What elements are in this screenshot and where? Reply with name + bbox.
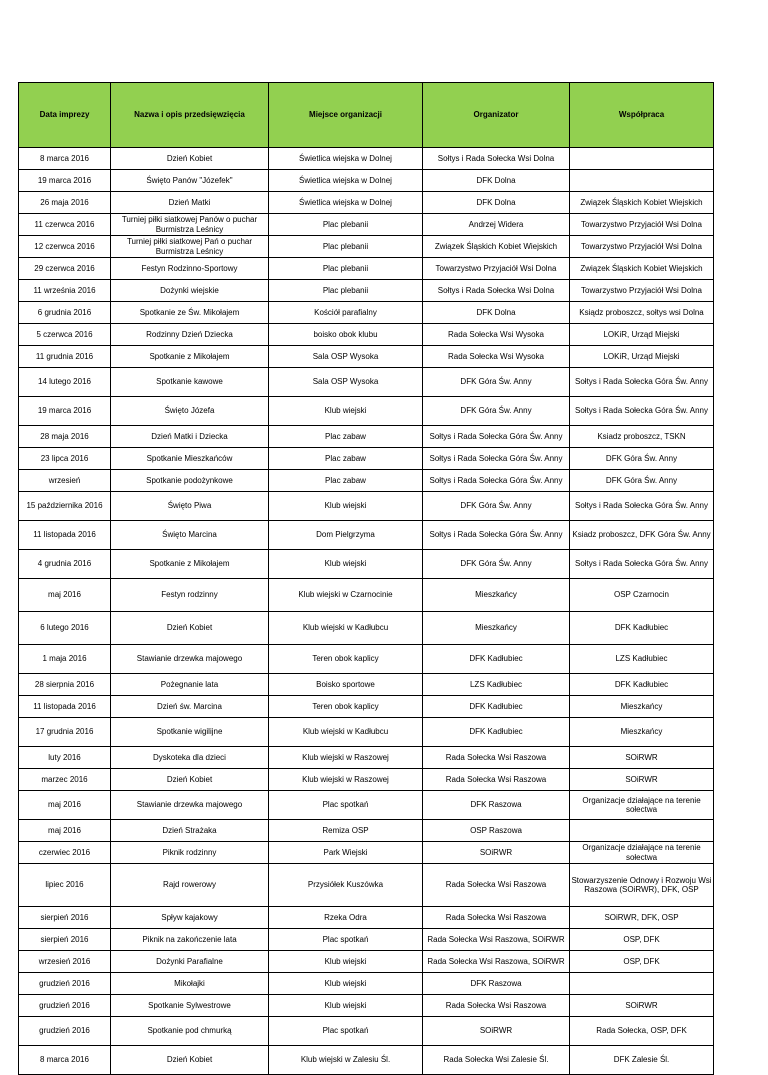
cell-venue: Plac spotkań (269, 929, 423, 951)
cell-cooperation: Sołtys i Rada Sołecka Góra Św. Anny (570, 492, 714, 521)
cell-date: 8 marca 2016 (19, 1046, 111, 1075)
cell-venue: Plac spotkań (269, 1017, 423, 1046)
cell-event-name: Pożegnanie lata (111, 674, 269, 696)
cell-event-name: Dzień Kobiet (111, 769, 269, 791)
cell-date: 6 lutego 2016 (19, 612, 111, 645)
cell-organizer: Towarzystwo Przyjaciół Wsi Dolna (423, 258, 570, 280)
cell-date: maj 2016 (19, 820, 111, 842)
cell-organizer: DFK Dolna (423, 170, 570, 192)
cell-event-name: Święto Panów "Józefek" (111, 170, 269, 192)
table-row (19, 1017, 714, 1046)
cell-cooperation: Mieszkańcy (570, 718, 714, 747)
cell-cooperation: SOiRWR, DFK, OSP (570, 907, 714, 929)
cell-event-name: Dzień Matki (111, 192, 269, 214)
table-row (19, 214, 714, 236)
table-row (19, 346, 714, 368)
cell-cooperation: SOiRWR (570, 747, 714, 769)
table-row (19, 907, 714, 929)
cell-venue: Boisko sportowe (269, 674, 423, 696)
cell-date: grudzień 2016 (19, 973, 111, 995)
cell-event-name: Spotkanie podożynkowe (111, 470, 269, 492)
cell-venue: Klub wiejski (269, 951, 423, 973)
cell-date: 11 czerwca 2016 (19, 214, 111, 236)
cell-cooperation: DFK Kadłubiec (570, 612, 714, 645)
cell-venue: Klub wiejski (269, 492, 423, 521)
table-row (19, 820, 714, 842)
cell-event-name: Mikołajki (111, 973, 269, 995)
cell-cooperation: Mieszkańcy (570, 696, 714, 718)
cell-cooperation: LOKiR, Urząd Miejski (570, 324, 714, 346)
table-row (19, 470, 714, 492)
cell-cooperation: DFK Zalesie Śl. (570, 1046, 714, 1075)
cell-event-name: Stawianie drzewka majowego (111, 645, 269, 674)
cell-event-name: Rodzinny Dzień Dziecka (111, 324, 269, 346)
cell-organizer: Sołtys i Rada Sołecka Wsi Dolna (423, 148, 570, 170)
cell-venue: Plac zabaw (269, 470, 423, 492)
cell-organizer: Sołtys i Rada Sołecka Góra Św. Anny (423, 470, 570, 492)
cell-cooperation: DFK Kadłubiec (570, 674, 714, 696)
table-row (19, 521, 714, 550)
table-row (19, 426, 714, 448)
cell-cooperation: Organizacje działające na terenie sołectwa (570, 791, 714, 820)
cell-date: 5 czerwca 2016 (19, 324, 111, 346)
table-row (19, 170, 714, 192)
cell-date: 1 maja 2016 (19, 645, 111, 674)
cell-organizer: SOiRWR (423, 1017, 570, 1046)
cell-venue: Świetlica wiejska w Dolnej (269, 148, 423, 170)
cell-organizer: Mieszkańcy (423, 612, 570, 645)
table-row (19, 951, 714, 973)
cell-date: 11 listopada 2016 (19, 696, 111, 718)
cell-date: marzec 2016 (19, 769, 111, 791)
cell-organizer: Sołtys i Rada Sołecka Góra Św. Anny (423, 426, 570, 448)
cell-venue: Przysiółek Kuszówka (269, 864, 423, 907)
cell-cooperation: Sołtys i Rada Sołecka Góra Św. Anny (570, 550, 714, 579)
cell-venue: Plac plebanii (269, 280, 423, 302)
cell-date: lipiec 2016 (19, 864, 111, 907)
table-row (19, 696, 714, 718)
cell-venue: Dom Pielgrzyma (269, 521, 423, 550)
cell-venue: Remiza OSP (269, 820, 423, 842)
cell-event-name: Turniej piłki siatkowej Pań o puchar Burmistrza Leśnicy (111, 236, 269, 258)
table-row (19, 302, 714, 324)
cell-organizer: Andrzej Widera (423, 214, 570, 236)
cell-venue: Kościół parafialny (269, 302, 423, 324)
cell-event-name: Rajd rowerowy (111, 864, 269, 907)
cell-event-name: Dzień Kobiet (111, 612, 269, 645)
cell-organizer: Rada Sołecka Wsi Raszowa, SOiRWR (423, 951, 570, 973)
table-row (19, 236, 714, 258)
cell-date: maj 2016 (19, 579, 111, 612)
cell-organizer: Rada Sołecka Wsi Wysoka (423, 324, 570, 346)
cell-venue: Klub wiejski w Kadłubcu (269, 612, 423, 645)
cell-date: grudzień 2016 (19, 995, 111, 1017)
cell-date: 11 września 2016 (19, 280, 111, 302)
cell-cooperation: Ksiądz proboszcz, sołtys wsi Dolna (570, 302, 714, 324)
cell-cooperation: SOiRWR (570, 769, 714, 791)
cell-venue: Plac plebanii (269, 214, 423, 236)
table-row (19, 280, 714, 302)
cell-date: sierpień 2016 (19, 929, 111, 951)
cell-event-name: Dożynki wiejskie (111, 280, 269, 302)
cell-date: 29 czerwca 2016 (19, 258, 111, 280)
cell-cooperation (570, 170, 714, 192)
cell-event-name: Spotkanie Mieszkańców (111, 448, 269, 470)
cell-organizer: Rada Sołecka Wsi Raszowa (423, 995, 570, 1017)
cell-organizer: Rada Sołecka Wsi Wysoka (423, 346, 570, 368)
cell-organizer: Rada Sołecka Wsi Raszowa, SOiRWR (423, 929, 570, 951)
table-row (19, 995, 714, 1017)
cell-organizer: DFK Kadłubiec (423, 696, 570, 718)
table-row (19, 612, 714, 645)
cell-date: 17 grudnia 2016 (19, 718, 111, 747)
cell-date: 14 lutego 2016 (19, 368, 111, 397)
cell-organizer: DFK Kadłubiec (423, 718, 570, 747)
cell-organizer: DFK Dolna (423, 192, 570, 214)
events-table (18, 82, 714, 1075)
cell-event-name: Dzień Matki i Dziecka (111, 426, 269, 448)
cell-date: 19 marca 2016 (19, 170, 111, 192)
cell-event-name: Spotkanie z Mikołajem (111, 550, 269, 579)
table-row (19, 550, 714, 579)
cell-date: luty 2016 (19, 747, 111, 769)
cell-cooperation: Towarzystwo Przyjaciół Wsi Dolna (570, 280, 714, 302)
cell-venue: Świetlica wiejska w Dolnej (269, 170, 423, 192)
cell-organizer: DFK Raszowa (423, 791, 570, 820)
cell-venue: Klub wiejski (269, 550, 423, 579)
cell-venue: Świetlica wiejska w Dolnej (269, 192, 423, 214)
cell-organizer: OSP Raszowa (423, 820, 570, 842)
table-row (19, 747, 714, 769)
cell-venue: boisko obok klubu (269, 324, 423, 346)
cell-organizer: Rada Sołecka Wsi Raszowa (423, 747, 570, 769)
cell-cooperation: Organizacje działające na terenie sołectwa (570, 842, 714, 864)
cell-cooperation: Towarzystwo Przyjaciół Wsi Dolna (570, 236, 714, 258)
cell-date: 19 marca 2016 (19, 397, 111, 426)
cell-cooperation: OSP, DFK (570, 929, 714, 951)
cell-event-name: Festyn rodzinny (111, 579, 269, 612)
cell-event-name: Stawianie drzewka majowego (111, 791, 269, 820)
cell-date: 11 grudnia 2016 (19, 346, 111, 368)
cell-cooperation (570, 148, 714, 170)
table-row (19, 368, 714, 397)
cell-organizer: Rada Sołecka Wsi Raszowa (423, 907, 570, 929)
table-row (19, 791, 714, 820)
cell-event-name: Piknik na zakończenie lata (111, 929, 269, 951)
cell-date: 26 maja 2016 (19, 192, 111, 214)
table-row (19, 973, 714, 995)
cell-event-name: Dzień św. Marcina (111, 696, 269, 718)
cell-venue: Teren obok kaplicy (269, 645, 423, 674)
cell-event-name: Spływ kajakowy (111, 907, 269, 929)
table-row (19, 842, 714, 864)
cell-date: 4 grudnia 2016 (19, 550, 111, 579)
cell-date: sierpień 2016 (19, 907, 111, 929)
table-row (19, 864, 714, 907)
cell-venue: Rzeka Odra (269, 907, 423, 929)
cell-cooperation: Stowarzyszenie Odnowy i Rozwoju Wsi Raszowa (SOiRWR), DFK, OSP (570, 864, 714, 907)
cell-organizer: Sołtys i Rada Sołecka Góra Św. Anny (423, 448, 570, 470)
cell-event-name: Festyn Rodzinno-Sportowy (111, 258, 269, 280)
cell-event-name: Dzień Kobiet (111, 148, 269, 170)
cell-venue: Park Wiejski (269, 842, 423, 864)
cell-organizer: DFK Kadłubiec (423, 645, 570, 674)
header-date: Data imprezy (19, 83, 111, 148)
table-row (19, 324, 714, 346)
cell-event-name: Spotkanie wigilijne (111, 718, 269, 747)
cell-organizer: DFK Góra Św. Anny (423, 397, 570, 426)
cell-venue: Klub wiejski (269, 397, 423, 426)
cell-event-name: Dożynki Parafialne (111, 951, 269, 973)
cell-date: 12 czerwca 2016 (19, 236, 111, 258)
cell-venue: Plac plebanii (269, 236, 423, 258)
table-row (19, 1046, 714, 1075)
cell-venue: Teren obok kaplicy (269, 696, 423, 718)
cell-organizer: SOiRWR (423, 842, 570, 864)
cell-date: 11 listopada 2016 (19, 521, 111, 550)
cell-event-name: Spotkanie Sylwestrowe (111, 995, 269, 1017)
cell-venue: Plac plebanii (269, 258, 423, 280)
cell-date: grudzień 2016 (19, 1017, 111, 1046)
cell-event-name: Spotkanie kawowe (111, 368, 269, 397)
cell-event-name: Piknik rodzinny (111, 842, 269, 864)
cell-cooperation: Związek Śląskich Kobiet Wiejskich (570, 192, 714, 214)
table-row (19, 579, 714, 612)
cell-cooperation: Ksiadz proboszcz, TSKN (570, 426, 714, 448)
cell-organizer: LZS Kadłubiec (423, 674, 570, 696)
cell-cooperation: DFK Góra Św. Anny (570, 470, 714, 492)
table-row (19, 148, 714, 170)
cell-date: 8 marca 2016 (19, 148, 111, 170)
cell-organizer: DFK Góra Św. Anny (423, 368, 570, 397)
cell-date: 6 grudnia 2016 (19, 302, 111, 324)
header-venue: Miejsce organizacji (269, 83, 423, 148)
cell-cooperation: DFK Góra Św. Anny (570, 448, 714, 470)
cell-cooperation: Związek Śląskich Kobiet Wiejskich (570, 258, 714, 280)
table-row (19, 929, 714, 951)
header-row (19, 83, 714, 148)
cell-organizer: Rada Sołecka Wsi Raszowa (423, 864, 570, 907)
cell-date: maj 2016 (19, 791, 111, 820)
header-cooperation: Współpraca (570, 83, 714, 148)
header-event-name: Nazwa i opis przedsięwzięcia (111, 83, 269, 148)
cell-event-name: Dzień Kobiet (111, 1046, 269, 1075)
cell-venue: Klub wiejski w Kadłubcu (269, 718, 423, 747)
table-row (19, 448, 714, 470)
cell-date: 28 maja 2016 (19, 426, 111, 448)
table-row (19, 674, 714, 696)
cell-venue: Klub wiejski w Zalesiu Śl. (269, 1046, 423, 1075)
table-row (19, 192, 714, 214)
table-row (19, 492, 714, 521)
cell-date: 28 sierpnia 2016 (19, 674, 111, 696)
cell-organizer: DFK Raszowa (423, 973, 570, 995)
cell-date: 15 października 2016 (19, 492, 111, 521)
cell-venue: Klub wiejski w Raszowej (269, 769, 423, 791)
table-row (19, 258, 714, 280)
cell-event-name: Święto Marcina (111, 521, 269, 550)
cell-venue: Sala OSP Wysoka (269, 368, 423, 397)
cell-venue: Klub wiejski (269, 973, 423, 995)
cell-date: wrzesień (19, 470, 111, 492)
cell-date: 23 lipca 2016 (19, 448, 111, 470)
cell-cooperation: OSP Czarnocin (570, 579, 714, 612)
cell-cooperation: Towarzystwo Przyjaciół Wsi Dolna (570, 214, 714, 236)
cell-organizer: Sołtys i Rada Sołecka Góra Św. Anny (423, 521, 570, 550)
cell-event-name: Dyskoteka dla dzieci (111, 747, 269, 769)
cell-event-name: Święto Józefa (111, 397, 269, 426)
cell-cooperation (570, 820, 714, 842)
cell-cooperation: LOKiR, Urząd Miejski (570, 346, 714, 368)
cell-cooperation: LZS Kadłubiec (570, 645, 714, 674)
table-row (19, 718, 714, 747)
cell-venue: Klub wiejski w Czarnocinie (269, 579, 423, 612)
table-row (19, 645, 714, 674)
cell-cooperation: SOiRWR (570, 995, 714, 1017)
cell-organizer: Rada Sołecka Wsi Zalesie Śl. (423, 1046, 570, 1075)
cell-cooperation: Sołtys i Rada Sołecka Góra Św. Anny (570, 368, 714, 397)
cell-event-name: Turniej piłki siatkowej Panów o puchar Burmistrza Leśnicy (111, 214, 269, 236)
cell-venue: Klub wiejski (269, 995, 423, 1017)
cell-venue: Plac spotkań (269, 791, 423, 820)
cell-organizer: Związek Śląskich Kobiet Wiejskich (423, 236, 570, 258)
cell-date: wrzesień 2016 (19, 951, 111, 973)
cell-date: czerwiec 2016 (19, 842, 111, 864)
cell-venue: Plac zabaw (269, 448, 423, 470)
cell-venue: Plac zabaw (269, 426, 423, 448)
cell-cooperation: Sołtys i Rada Sołecka Góra Św. Anny (570, 397, 714, 426)
table-row (19, 397, 714, 426)
cell-venue: Sala OSP Wysoka (269, 346, 423, 368)
cell-venue: Klub wiejski w Raszowej (269, 747, 423, 769)
cell-event-name: Spotkanie ze Św. Mikołajem (111, 302, 269, 324)
header-organizer: Organizator (423, 83, 570, 148)
cell-organizer: Mieszkańcy (423, 579, 570, 612)
cell-event-name: Dzień Strażaka (111, 820, 269, 842)
cell-cooperation (570, 973, 714, 995)
cell-cooperation: OSP, DFK (570, 951, 714, 973)
cell-organizer: DFK Góra Św. Anny (423, 550, 570, 579)
cell-cooperation: Ksiadz proboszcz, DFK Góra Św. Anny (570, 521, 714, 550)
cell-event-name: Święto Piwa (111, 492, 269, 521)
cell-event-name: Spotkanie z Mikołajem (111, 346, 269, 368)
cell-organizer: Sołtys i Rada Sołecka Wsi Dolna (423, 280, 570, 302)
cell-organizer: Rada Sołecka Wsi Raszowa (423, 769, 570, 791)
cell-cooperation: Rada Sołecka, OSP, DFK (570, 1017, 714, 1046)
cell-organizer: DFK Dolna (423, 302, 570, 324)
cell-event-name: Spotkanie pod chmurką (111, 1017, 269, 1046)
table-row (19, 769, 714, 791)
cell-organizer: DFK Góra Św. Anny (423, 492, 570, 521)
